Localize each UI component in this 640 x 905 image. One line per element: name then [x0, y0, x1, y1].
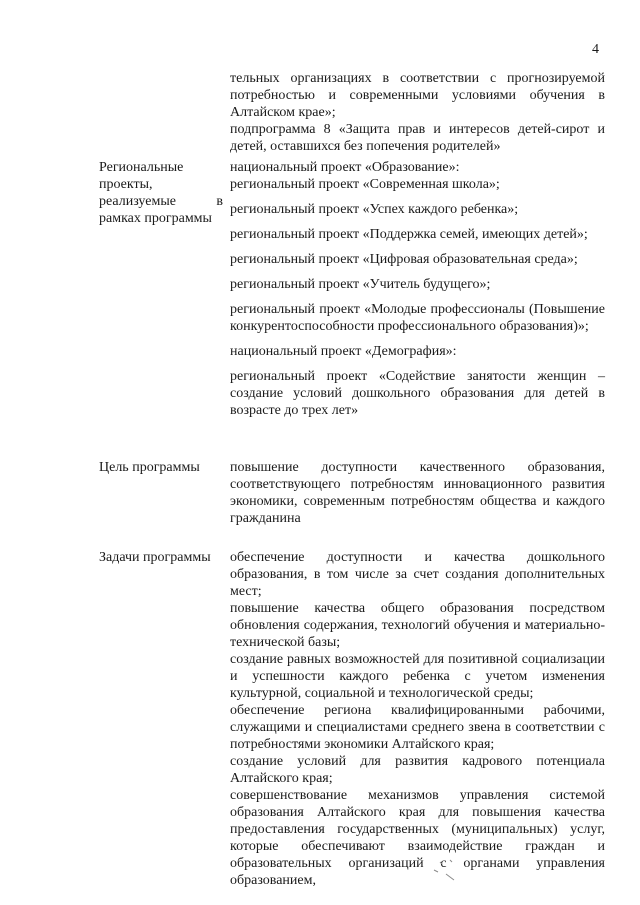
regional-projects-list: [230, 159, 605, 427]
tasks-list: [230, 549, 605, 889]
task-item: обеспечение доступности и качества дошкольного образования, в том числе за счет создания дополнительных мест;: [230, 550, 605, 599]
project-item: региональный проект «Молодые профессионалы (Повышение конкурентоспособности профессионального образования)»;: [230, 302, 605, 334]
goal-label: Цель программы: [99, 460, 200, 475]
task-item: создание равных возможностей для позитивной социализации и успешности каждого ребенка с учетом изменения культурной, социальной и технологической среды;: [230, 652, 605, 701]
project-item: региональный проект «Содействие занятости женщин – создание условий дошкольного образования для детей в возрасте до трех лет»: [230, 369, 605, 418]
task-item: повышение качества общего образования посредством обновления содержания, технологий обучения и материально-технической базы;: [230, 601, 605, 650]
project-item: национальный проект «Демография»:: [230, 344, 457, 359]
project-item: региональный проект «Цифровая образовательная среда»;: [230, 252, 578, 267]
project-item: региональный проект «Поддержка семей, имеющих детей»;: [230, 227, 588, 242]
continuation-paragraph: подпрограмма 8 «Защита прав и интересов детей-сирот и детей, оставшихся без попечения родителей»: [230, 122, 605, 154]
tasks-label: Задачи программы: [99, 550, 211, 565]
goal-text-block: [230, 459, 605, 527]
continuation-paragraph: тельных организациях в соответствии с прогнозируемой потребностью и современными условиями обучения в Алтайском крае»;: [230, 71, 605, 120]
project-item: региональный проект «Учитель будущего»;: [230, 277, 491, 292]
task-item: совершенствование механизмов управления системой образования Алтайского края для повышения качества предоставления государственных (муниципальных) услуг, которые обеспечивают взаимодействие граждан и образовательных организаций с органами управления образованием,: [230, 788, 605, 888]
goal-text: повышение доступности качественного образования, соответствующего потребностям инновационного развития экономики, современным потребностям общества и каждого гражданина: [230, 460, 605, 526]
task-item: создание условий для развития кадрового потенциала Алтайского края;: [230, 754, 605, 786]
continuation-block: [230, 70, 605, 155]
task-item: обеспечение региона квалифицированными рабочими, служащими и специалистами среднего звена в соответствии с потребностями экономики Алтайского края;: [230, 703, 605, 752]
page-number: 4: [592, 42, 599, 57]
project-item: национальный проект «Образование»:: [230, 160, 460, 175]
project-item: региональный проект «Современная школа»;: [230, 177, 500, 192]
scan-artifact-mark: [432, 858, 460, 884]
project-item: региональный проект «Успех каждого ребенка»;: [230, 202, 519, 217]
regional-projects-label: Региональные проекты, реализуемые в рамках программы: [99, 160, 223, 226]
